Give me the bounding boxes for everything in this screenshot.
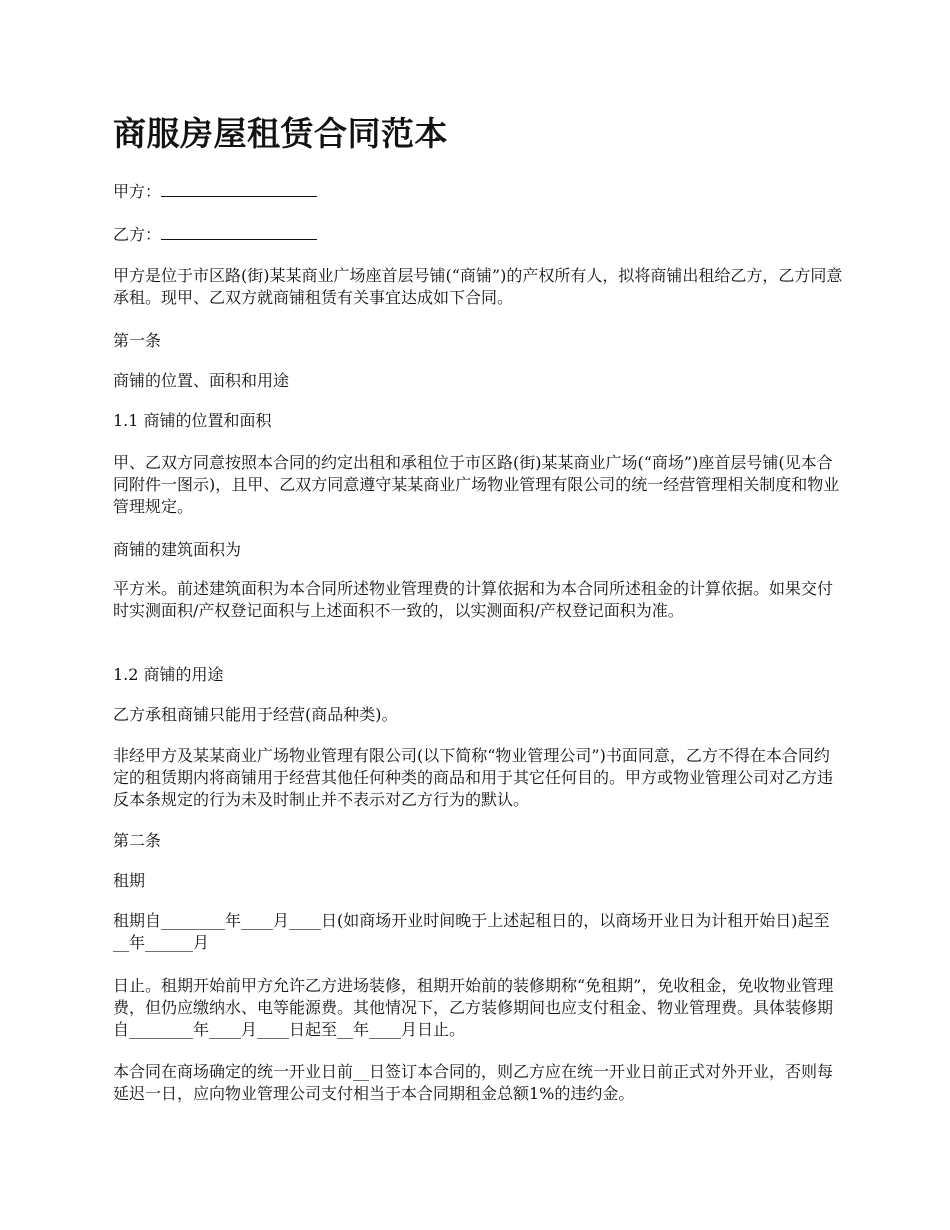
usage-paragraph: 乙方承租商铺只能用于经营(商品种类)。: [113, 705, 398, 724]
party-b-blank: [161, 225, 317, 240]
rent-free-paragraph: 日止。租期开始前甲方允许乙方进场装修，租期开始前的装修期称“免租期”，免收租金，免收物业管理费，但仍应缴纳水、电等能源费。其他情况下，乙方装修期间也应支付租金、物业管理费。具体装修期自________年____月____日起至__年____月日止。: [113, 976, 834, 1039]
lease-term-paragraph: 租期自________年____月____日(如商场开业时间晚于上述起租日的，以商场开业日为计租开始日)起至__年______月: [113, 911, 830, 952]
article-1-heading: 第一条: [113, 331, 162, 350]
party-b-line: [113, 224, 843, 246]
section-1-1-paragraph: 甲、乙双方同意按照本合同的约定出租和承租位于市区路(街)某某商业广场(“商场”)座首层号铺(见本合同附件一图示)，且甲、乙双方同意遵守某某商业广场物业管理有限公司的统一经营管理相关制度和物业管理规定。: [113, 453, 840, 516]
area-paragraph: 平方米。前述建筑面积为本合同所述物业管理费的计算依据和为本合同所述租金的计算依据。如果交付时实测面积/产权登记面积与上述面积不一致的，以实测面积/产权登记面积为准。: [113, 579, 834, 620]
party-a-line: [113, 181, 843, 203]
article-2-title: 租期: [113, 871, 146, 890]
intro-paragraph: 甲方是位于市区路(街)某某商业广场座首层号铺(“商铺”)的产权所有人，拟将商铺出租给乙方，乙方同意承租。现甲、乙双方就商铺租赁有关事宜达成如下合同。: [113, 266, 843, 307]
section-1-1-heading: 1.1 商铺的位置和面积: [113, 411, 272, 430]
document-title: 商服房屋租赁合同范本: [113, 114, 448, 153]
usage-restriction-paragraph: 非经甲方及某某商业广场物业管理有限公司(以下简称“物业管理公司”)书面同意，乙方不得在本合同约定的租赁期内将商铺用于经营其他任何种类的商品和用于其它任何目的。甲方或物业管理公司对乙方违反本条规定的行为未及时制止并不表示对乙方行为的默认。: [113, 746, 834, 809]
article-2-heading: 第二条: [113, 831, 162, 850]
article-1-title: 商铺的位置、面积和用途: [113, 371, 290, 390]
section-1-2-heading: 1.2 商铺的用途: [113, 665, 224, 684]
party-b-label: 乙方：: [113, 225, 162, 244]
party-a-label: 甲方：: [113, 182, 162, 201]
opening-paragraph: 本合同在商场确定的统一开业日前__日签订本合同的，则乙方应在统一开业日前正式对外开业，否则每延迟一日，应向物业管理公司支付相当于本合同期租金总额1%的违约金。: [113, 1062, 834, 1103]
party-a-blank: [161, 182, 317, 197]
area-label-paragraph: 商铺的建筑面积为: [113, 540, 242, 559]
